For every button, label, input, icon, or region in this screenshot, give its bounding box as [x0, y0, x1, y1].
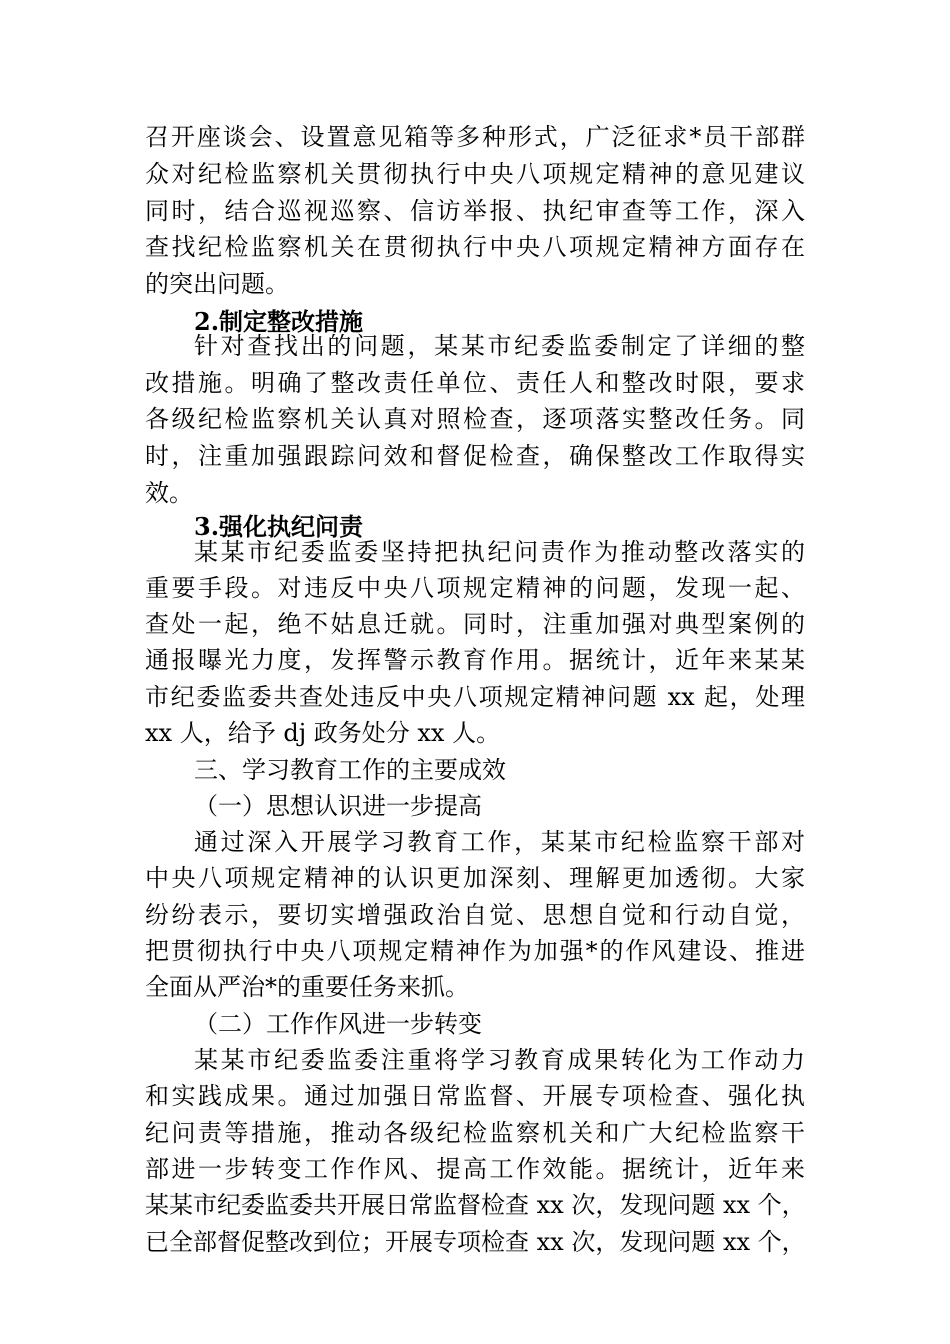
- subsection-heading: 3.强化执纪问责: [194, 512, 364, 541]
- body-text-line: 召开座谈会、设置意见箱等多种形式，广泛征求*员干部群: [145, 123, 805, 151]
- body-text-line: xx 人，给予 dj 政务处分 xx 人。: [145, 719, 501, 747]
- body-text-line: 全面从严治*的重要任务来抓。: [145, 973, 469, 1001]
- body-text-line: 某某市纪委监委注重将学习教育成果转化为工作动力: [194, 1046, 805, 1074]
- body-text-line: 同时，结合巡视巡察、信访举报、执纪审查等工作，深入: [145, 197, 805, 225]
- body-text-line: 已全部督促整改到位；开展专项检查 xx 次，发现问题 xx 个，: [145, 1228, 806, 1256]
- body-text-line: 改措施。明确了整改责任单位、责任人和整改时限，要求: [145, 369, 805, 397]
- body-text-line: 通报曝光力度，发挥警示教育作用。据统计，近年来某某: [145, 646, 805, 674]
- body-text-line: 时，注重加强跟踪问效和督促检查，确保整改工作取得实: [145, 442, 805, 470]
- body-text-line: 和实践成果。通过加强日常监督、开展专项检查、强化执: [145, 1082, 805, 1110]
- body-text-line: 部进一步转变工作作风、提高工作效能。据统计，近年来: [145, 1155, 805, 1183]
- section-heading: 三、学习教育工作的主要成效: [194, 756, 506, 784]
- body-text-line: 效。: [145, 479, 193, 507]
- body-text-line: 各级纪检监察机关认真对照检查，逐项落实整改任务。同: [145, 405, 805, 433]
- body-text-line: 中央八项规定精神的认识更加深刻、理解更加透彻。大家: [145, 864, 805, 892]
- body-text-line: 查处一起，绝不姑息迁就。同时，注重加强对典型案例的: [145, 610, 805, 638]
- body-text-line: 重要手段。对违反中央八项规定精神的问题，发现一起、: [145, 574, 805, 602]
- body-text-line: 某某市纪委监委共开展日常监督检查 xx 次，发现问题 xx 个，: [145, 1191, 806, 1219]
- body-text-line: 市纪委监委共查处违反中央八项规定精神问题 xx 起，处理: [145, 683, 805, 711]
- subsection-heading: 2.制定整改措施: [194, 307, 364, 336]
- subsection-heading: （二）工作作风进一步转变: [194, 1010, 482, 1038]
- body-text-line: 通过深入开展学习教育工作，某某市纪检监察干部对: [194, 828, 805, 856]
- body-text-line: 针对查找出的问题，某某市纪委监委制定了详细的整: [194, 332, 805, 360]
- body-text-line: 纪问责等措施，推动各级纪检监察机关和广大纪检监察干: [145, 1119, 805, 1147]
- body-text-line: 众对纪检监察机关贯彻执行中央八项规定精神的意见建议: [145, 160, 805, 188]
- body-text-line: 的突出问题。: [145, 270, 289, 298]
- subsection-heading: （一）思想认识进一步提高: [194, 792, 482, 820]
- body-text-line: 某某市纪委监委坚持把执纪问责作为推动整改落实的: [194, 538, 805, 566]
- body-text-line: 查找纪检监察机关在贯彻执行中央八项规定精神方面存在: [145, 233, 805, 261]
- body-text-line: 把贯彻执行中央八项规定精神作为加强*的作风建设、推进: [145, 937, 805, 965]
- body-text-line: 纷纷表示，要切实增强政治自觉、思想自觉和行动自觉，: [145, 901, 805, 929]
